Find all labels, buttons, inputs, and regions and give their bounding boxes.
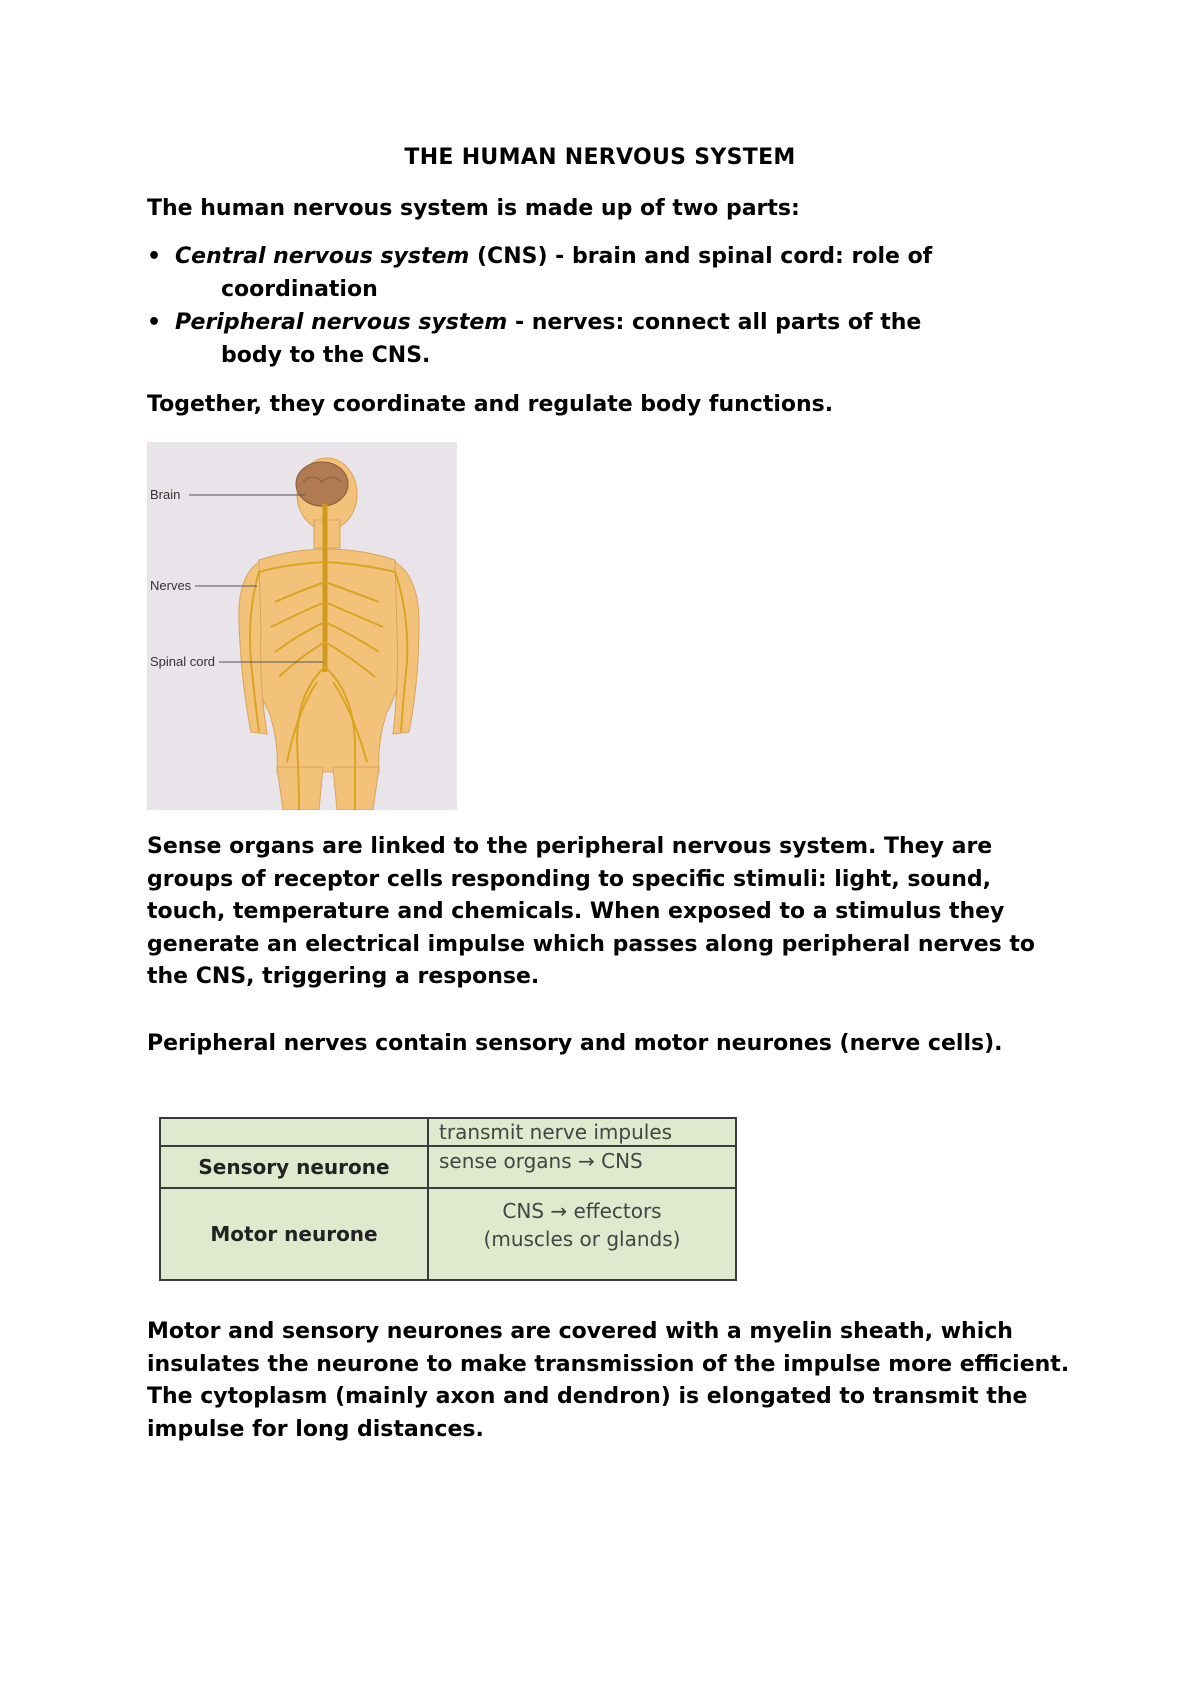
- spinal-cord-label: Spinal cord: [150, 654, 216, 669]
- bullet-icon: •: [147, 310, 162, 335]
- summary-text: Together, they coordinate and regulate body functions.: [147, 392, 834, 417]
- sensory-neurone-label: Sensory neurone: [160, 1146, 428, 1188]
- table-header-text: transmit nerve impules: [439, 1120, 673, 1144]
- bullet-continuation: coordination: [221, 276, 378, 302]
- table-header-empty: [160, 1118, 428, 1146]
- intro-text: The human nervous system is made up of two parts:: [147, 196, 800, 221]
- table-row: [160, 1118, 736, 1146]
- nerves-label: Nerves: [150, 578, 192, 593]
- sensory-neurone-cell: [428, 1146, 736, 1188]
- table-row: [160, 1188, 736, 1280]
- bullet-text: (CNS) - brain and spinal cord: role of: [469, 244, 933, 269]
- cytoplasm-text: The cytoplasm (mainly axon and dendron) is elongated to transmit the impulse for long distances.: [147, 1384, 1028, 1442]
- sense-organs-paragraph: Sense organs are linked to the peripheral nervous system. They are groups of receptor cells responding to specific stimuli: light, sound, touch, temperature and chemicals. When exposed to a stimulus they generate an electrical impulse which passes along peripheral nerves to the CNS, triggering a response.: [147, 834, 1036, 989]
- neurone-table: [159, 1117, 737, 1281]
- peripheral-nerves-paragraph: Peripheral nerves contain sensory and motor neurones (nerve cells).: [147, 1031, 1003, 1056]
- bullet-term: Peripheral nervous system: [175, 310, 508, 335]
- motor-neurone-cell: [428, 1188, 736, 1280]
- parts-list: [147, 241, 1047, 373]
- motor-neurone-desc-line2: (muscles or glands): [483, 1226, 681, 1251]
- bullet-term: Central nervous system: [175, 244, 470, 269]
- list-item: [147, 307, 1047, 372]
- table-row: [160, 1146, 736, 1188]
- motor-neurone-label: Motor neurone: [160, 1188, 428, 1280]
- myelin-text: Motor and sensory neurones are covered with a myelin sheath, which insulates the neurone to make transmission of the impulse more efficient.: [147, 1319, 1070, 1377]
- sensory-neurone-desc: sense organs → CNS: [439, 1149, 643, 1173]
- motor-neurone-desc-line1: CNS → effectors: [502, 1198, 662, 1223]
- nervous-system-illustration: [147, 442, 457, 810]
- motor-neurone-desc: [429, 1189, 735, 1253]
- bullet-text: - nerves: connect all parts of the: [507, 310, 922, 335]
- body-figure: [147, 442, 457, 810]
- brain-label: Brain: [150, 487, 181, 502]
- table-header-cell: [428, 1118, 736, 1146]
- myelin-paragraph: [147, 1316, 1077, 1446]
- bullet-icon: •: [147, 244, 162, 269]
- page-title: THE HUMAN NERVOUS SYSTEM: [404, 145, 796, 170]
- bullet-continuation: body to the CNS.: [221, 342, 431, 368]
- list-item: [147, 241, 1047, 306]
